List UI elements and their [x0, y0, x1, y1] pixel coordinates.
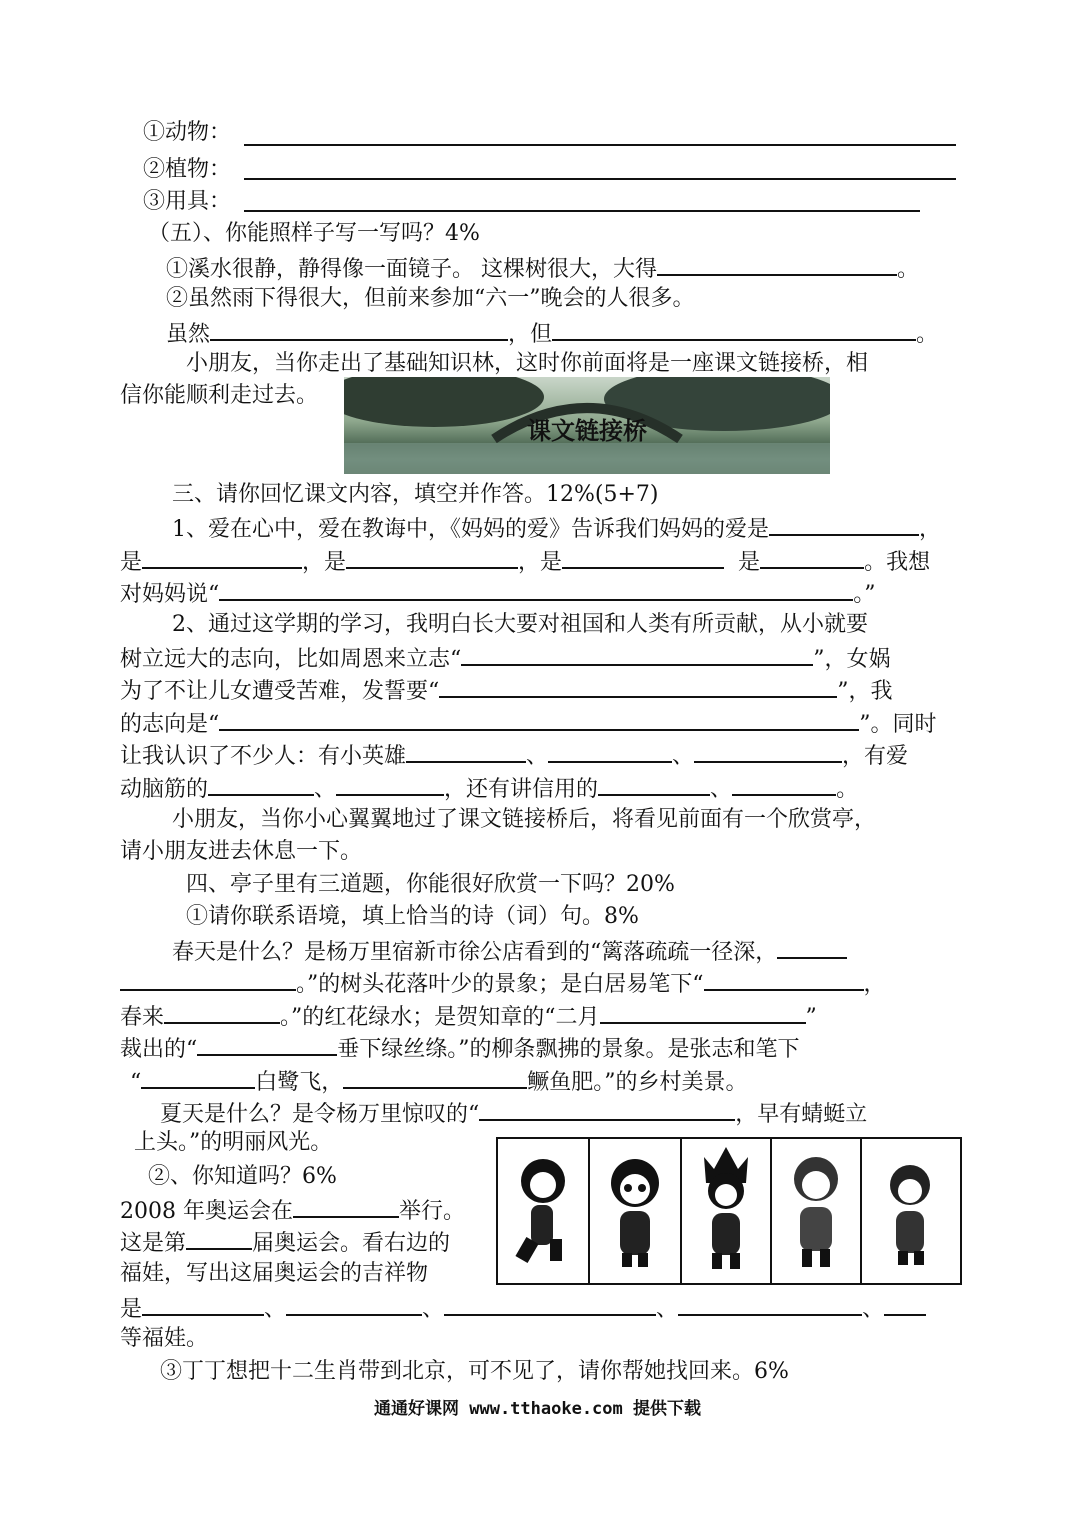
section-three-q2-line6 — [120, 772, 858, 802]
s3-q1-blank2[interactable] — [142, 545, 302, 569]
s3-q2-blank2[interactable] — [439, 674, 837, 698]
section-three-heading: 三、请你回忆课文内容，填空并作答。12%(5+7) — [172, 482, 659, 507]
summer-line1 — [160, 1097, 867, 1127]
section-five-q2-fill — [166, 317, 938, 347]
poem-fish: 鳜鱼肥。”的乡村美景。 — [527, 1070, 748, 1095]
water — [344, 443, 830, 474]
mascot-blank4[interactable] — [678, 1292, 862, 1316]
s3-q2-blank1[interactable] — [461, 642, 813, 666]
q2-end: 。 — [916, 322, 939, 347]
s3-q2-blank3[interactable] — [219, 707, 859, 731]
poem-blank3[interactable] — [704, 967, 864, 991]
s3-q2-end: 。 — [836, 777, 859, 802]
pavilion-intro-line1: 小朋友，当你小心翼翼地过了课文链接桥后，将看见前面有一个欣赏亭， — [172, 807, 877, 832]
poem-baijuyi: 。”的树头花落叶少的景象；是白居易笔下“ — [296, 972, 704, 997]
poem-blank7[interactable] — [141, 1065, 255, 1089]
poem-blank2[interactable] — [120, 967, 296, 991]
s3-q1-shi3: ，是 — [518, 550, 563, 575]
bridge-intro-line1: 小朋友，当你走出了基础知识林，这时你前面将是一座课文链接桥，相 — [186, 351, 869, 376]
s3-q1-blank1[interactable] — [769, 512, 919, 536]
section-three-q2-line4 — [120, 707, 937, 737]
s3-q2-aim: 的志向是“ — [120, 712, 220, 737]
classify-tool-label: ③用具： — [143, 189, 232, 214]
s3-q1-blank6[interactable] — [219, 577, 853, 601]
fuwa-cell-5 — [862, 1139, 958, 1283]
s3-q2-zhou: 树立远大的志向，比如周恩来立志“ — [120, 647, 462, 672]
s3-q2-nvwa: ”，女娲 — [813, 647, 891, 672]
poem-chunlai: 春来 — [120, 1005, 165, 1030]
section-four-sub3: ③丁丁想把十二生肖带到北京，可不见了，请你帮她找回来。6% — [160, 1359, 789, 1384]
summer-text: 夏天是什么？是令杨万里惊叹的“ — [160, 1102, 480, 1127]
poem-line1 — [172, 935, 847, 965]
q1-blank[interactable] — [657, 252, 897, 276]
poem-egret: 白鹭飞， — [255, 1070, 344, 1095]
s3-q2-blank8[interactable] — [336, 772, 444, 796]
olympic-line1 — [120, 1194, 465, 1224]
pavilion-intro-line2: 请小朋友进去休息一下。 — [120, 839, 363, 864]
olympic-line5: 等福娃。 — [120, 1326, 209, 1351]
s3-q2-tongshi: ”。同时 — [859, 712, 937, 737]
mascot-yingying — [772, 1139, 860, 1283]
poem-caichu: 裁出的“ — [120, 1037, 198, 1062]
olympic-blank-city[interactable] — [293, 1194, 399, 1218]
poem-quote: ” — [805, 1005, 817, 1030]
fuwa-cell-3 — [682, 1139, 772, 1283]
fuwa-cell-1 — [498, 1139, 590, 1283]
s3-q2-sep3: 、 — [314, 777, 337, 802]
poem-line2 — [120, 967, 886, 997]
section-three-q2-line3 — [120, 674, 893, 704]
olympic-line2 — [120, 1226, 450, 1256]
classify-animal-blank[interactable] — [244, 144, 956, 146]
olympic-held: 举行。 — [398, 1199, 465, 1224]
poem-blank4[interactable] — [164, 1000, 280, 1024]
s3-q1-comma: ， — [919, 517, 942, 542]
s3-q1-blank5[interactable] — [760, 545, 864, 569]
section-four-sub1: ①请你联系语境，填上恰当的诗（词）句。8% — [186, 904, 639, 929]
summer-dragonfly: ，早有蜻蜓立 — [735, 1102, 868, 1127]
section-five-heading: （五）、你能照样子写一写吗？4% — [148, 221, 480, 246]
section-three-q2-line5 — [120, 739, 908, 769]
footer-watermark: 通通好课网 www.tthaoke.com 提供下载 — [374, 1399, 701, 1419]
section-five-q1 — [166, 252, 919, 282]
poem-blank8[interactable] — [343, 1065, 527, 1089]
fuwa-cell-2 — [590, 1139, 682, 1283]
mascot-huanhuan — [682, 1139, 770, 1283]
poem-hezhizhang: 。”的红花绿水；是贺知章的“二月 — [280, 1005, 600, 1030]
s3-q2-blank6[interactable] — [694, 739, 842, 763]
classify-animal-label: ①动物： — [143, 120, 232, 145]
mascot-sep3: 、 — [656, 1297, 679, 1322]
mascot-blank5[interactable] — [884, 1292, 926, 1316]
classify-tool-blank[interactable] — [244, 210, 920, 212]
mascot-blank3[interactable] — [444, 1292, 656, 1316]
poem-open: “ — [130, 1070, 142, 1095]
section-four-heading: 四、亭子里有三道题，你能很好欣赏一下吗？20% — [186, 872, 675, 897]
s3-q2-blank7[interactable] — [208, 772, 314, 796]
q1-text: ①溪水很静，静得像一面镜子。 这棵树很大，大得 — [166, 257, 657, 282]
bridge-title: 课文链接桥 — [527, 417, 647, 445]
poem-comma: ， — [863, 972, 886, 997]
mascot-sep2: 、 — [422, 1297, 445, 1322]
mascot-blank1[interactable] — [142, 1292, 264, 1316]
q2-blank-b[interactable] — [552, 317, 916, 341]
bridge-image — [344, 377, 830, 474]
s3-q2-blank4[interactable] — [406, 739, 526, 763]
mascot-jingjing — [590, 1139, 680, 1283]
mascot-sep4: 、 — [862, 1297, 885, 1322]
mascot-blank2[interactable] — [286, 1292, 422, 1316]
s3-q2-youai: ，有爱 — [842, 744, 909, 769]
olympic-host: 2008 年奥运会在 — [120, 1199, 293, 1224]
fuwa-mascots-image — [496, 1137, 962, 1285]
poem-blank5[interactable] — [600, 1000, 806, 1024]
poem-blank1[interactable] — [777, 935, 847, 959]
section-three-q1-line2 — [120, 545, 930, 575]
classify-plant-label: ②植物： — [143, 157, 232, 182]
q2-dan: ，但 — [508, 322, 553, 347]
fuwa-cell-4 — [772, 1139, 862, 1283]
s3-q1-woxiang: 。我想 — [864, 550, 931, 575]
section-three-q1-line1 — [172, 512, 941, 542]
s3-q2-heroes: 让我认识了不少人：有小英雄 — [120, 744, 407, 769]
section-three-q2-line1: 2、通过这学期的学习，我明白长大要对祖国和人类有所贡献，从小就要 — [172, 612, 868, 637]
bridge-intro-line2: 信你能顺利走过去。 — [120, 383, 319, 408]
classify-plant-blank[interactable] — [244, 178, 956, 180]
s3-q1-blank3[interactable] — [346, 545, 518, 569]
mascot-sep1: 、 — [264, 1297, 287, 1322]
olympic-look: 届奥运会。看右边的 — [252, 1231, 451, 1256]
s3-q2-sep4: 、 — [710, 777, 733, 802]
q1-end: 。 — [897, 257, 920, 282]
poem-willow: 垂下绿丝绦。”的柳条飘拂的景象。是张志和笔下 — [337, 1037, 800, 1062]
s3-q2-brain: 动脑筋的 — [120, 777, 209, 802]
summer-blank[interactable] — [479, 1097, 735, 1121]
olympic-line4 — [120, 1292, 926, 1322]
section-three-q1-line3 — [120, 577, 876, 607]
q2-blank-a[interactable] — [210, 317, 508, 341]
summer-line2: 上头。”的明丽风光。 — [134, 1130, 333, 1155]
section-four-sub2: ②、你知道吗？6% — [148, 1164, 337, 1189]
s3-q1-blank4[interactable] — [562, 545, 724, 569]
s3-q1-close: 。” — [853, 582, 876, 607]
poem-spring: 春天是什么？是杨万里宿新市徐公店看到的“篱落疏疏一径深， — [172, 940, 778, 965]
s3-q2-sep1: 、 — [526, 744, 549, 769]
poem-line5 — [130, 1065, 748, 1095]
section-five-q2: ②虽然雨下得很大，但前来参加“六一”晚会的人很多。 — [166, 286, 695, 311]
s3-q2-sep2: 、 — [672, 744, 695, 769]
poem-line4 — [120, 1032, 800, 1062]
s3-q1-shi4: 是 — [738, 550, 761, 575]
olympic-blank-number[interactable] — [186, 1226, 252, 1250]
poem-line3 — [120, 1000, 817, 1030]
s3-q2-blank10[interactable] — [732, 772, 836, 796]
s3-q2-blank9[interactable] — [598, 772, 710, 796]
s3-q2-blank5[interactable] — [548, 739, 672, 763]
olympic-shi: 是 — [120, 1297, 143, 1322]
s3-q1-text: 1、爱在心中，爱在教诲中，《妈妈的爱》告诉我们妈妈的爱是 — [172, 517, 769, 542]
s3-q1-shi1: 是 — [120, 550, 143, 575]
s3-q2-wo: ”，我 — [837, 679, 893, 704]
q2-suiran: 虽然 — [166, 322, 211, 347]
s3-q1-shi2: ，是 — [302, 550, 347, 575]
section-three-q2-line2 — [120, 642, 891, 672]
mascot-nini — [862, 1139, 958, 1283]
olympic-number: 这是第 — [120, 1231, 187, 1256]
olympic-line3: 福娃，写出这届奥运会的吉祥物 — [120, 1261, 429, 1286]
s3-q1-say: 对妈妈说“ — [120, 582, 220, 607]
s3-q2-vow: 为了不让儿女遭受苦难，发誓要“ — [120, 679, 440, 704]
poem-blank6[interactable] — [197, 1032, 337, 1056]
mascot-beibei — [498, 1139, 588, 1283]
s3-q2-trust: ，还有讲信用的 — [444, 777, 599, 802]
